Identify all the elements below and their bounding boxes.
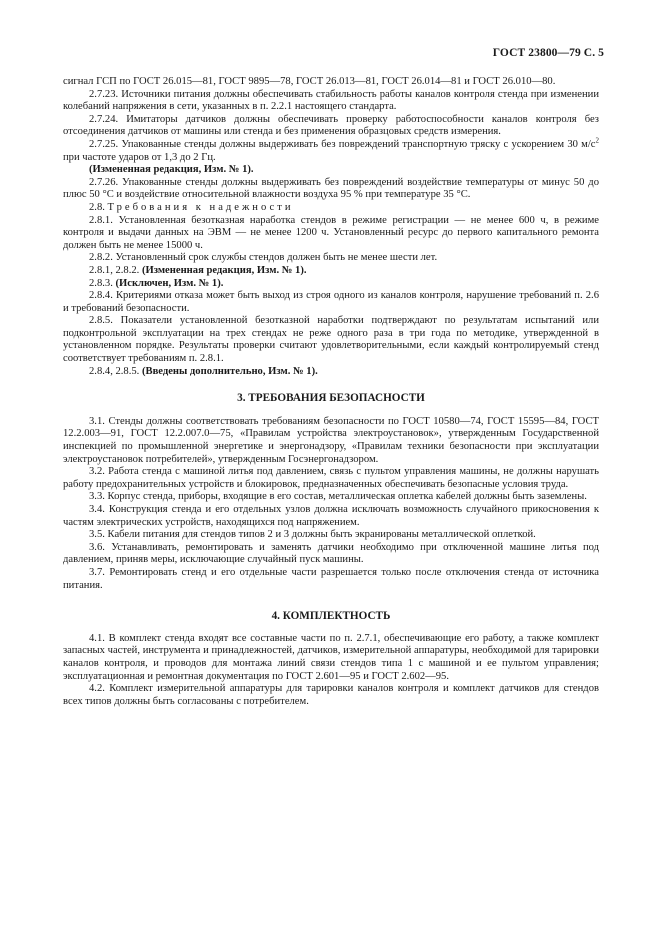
paragraph-3-5: 3.5. Кабели питания для стендов типов 2 и 3 должны быть экранированы металлической оплеткой. (89, 529, 536, 541)
paragraph-3-4: 3.4. Конструкция стенда и его отдельных узлов должна исключать возможность случайного прикосновения к частям электрических устройств, находящихся под напряжением. (63, 504, 599, 528)
document-body (63, 76, 599, 708)
paragraph-2-7-24: 2.7.24. Имитаторы датчиков должны обеспечивать проверку работоспособности каналов контроля без отсоединения датчиков от машины или стенда и без применения образцовых средств измерения. (63, 113, 599, 138)
paragraph-2-8-2: 2.8.2. Установленный срок службы стендов должен быть не менее шести лет. (89, 252, 438, 264)
paragraph-3-7: 3.7. Ремонтировать стенд и его отдельные части разрешается только после отключения стенда от источника питания. (63, 566, 599, 591)
amendment-2-8-4-5 (63, 366, 599, 379)
paragraph-2-7-26: 2.7.26. Упакованные стенды должны выдерживать без повреждений воздействие температуры от минус 50 до плюс 50 °С и воздействие относительной влажности воздуха 95 % при температуре 35 °С. (63, 176, 599, 201)
paragraph-3-3: 3.3. Корпус стенда, приборы, входящие в его состав, металлическая оплетка кабелей должны быть заземлены. (89, 491, 587, 503)
amendment-2-8-1-2 (63, 265, 599, 278)
paragraph-2-7-25-text: 2.7.25. Упакованные стенды должны выдерживать без повреждений транспортную тряску с ускорением 30 м/с (89, 138, 596, 150)
section-2-8-heading: Требования к надежности (107, 201, 294, 213)
amendment-ref: 2.8.1, 2.8.2. (89, 264, 142, 276)
amendment-text: (Измененная редакция, Изм. № 1). (141, 264, 307, 276)
paragraph-3-6: 3.6. Устанавливать, ремонтировать и заменять датчики необходимо при отключенной машине литья под давлением, приняв меры, исключающие случайный пуск машины. (63, 541, 599, 566)
section-3-heading: 3. ТРЕБОВАНИЯ БЕЗОПАСНОСТИ (237, 392, 425, 405)
paragraph-3-2: 3.2. Работа стенда с машиной литья под давлением, связь с пультом управления машины, не должны нарушать работу предохранительных устройств и блокировок, предназначенных обеспечивать безопасные условия труда. (63, 466, 599, 490)
paragraph-2-8-1: 2.8.1. Установленная безотказная наработка стендов в режиме регистрации — не менее 600 ч, в режиме контроля и выдачи данных на ЭВМ — не менее 1200 ч. Установленный ресурс до первого капитального ремонта должен быть не менее 15000 ч. (63, 214, 599, 251)
section-4-heading: 4. КОМПЛЕКТНОСТЬ (271, 610, 391, 623)
paragraph-4-1: 4.1. В комплект стенда входят все составные части по п. 2.7.1, обеспечивающие его работу, а также комплект запасных частей, инструмента и принадлежностей, датчиков, измерительной аппаратуры, необходимой для тарировки каналов контроля, и проводов для монтажа линий связи стендов типа 1 с машиной и ее пультом управления; эксплуатационная и ремонтная документация по ГОСТ 2.601—95 и ГОСТ 2.602—95. (63, 632, 599, 682)
paragraph-2-8-5: 2.8.5. Показатели установленной безотказной наработки подтверждают по результатам испытаний или подконтрольной эксплуатации на трех стендах не реже одного раза в три года по методике, утвержденной в установленном порядке. Результаты проверки считают удовлетворительными, если каждый контролируемый стенд соответствует требованиям п. 2.8.1. (63, 315, 599, 365)
paragraph-3-1: 3.1. Стенды должны соответствовать требованиям безопасности по ГОСТ 10580—74, ГОСТ 15595—84, ГОСТ 12.2.003—91, ГОСТ 12.2.007.0—75, «Правилам устройства электроустановок», утвержденным Государственной инспекцией по промышленной энергетике и энергонадзору, «Правилам техники безопасности при эксплуатации электроустановок потребителей», утвержденным Госэнергонадзором. (63, 415, 599, 465)
paragraph-2-8-4: 2.8.4. Критериями отказа может быть выход из строя одного из каналов контроля, нарушение требований п. 2.6 и требований безопасности. (63, 290, 599, 314)
page-header: ГОСТ 23800—79 С. 5 (492, 47, 604, 59)
section-2-8-number: 2.8. (89, 201, 108, 213)
amendment-text-2: (Введены дополнительно, Изм. № 1). (141, 365, 318, 377)
paragraph-2-7-25 (63, 136, 599, 164)
paragraph-2-7-23: 2.7.23. Источники питания должны обеспечивать стабильность работы каналов контроля стенда при изменении колебаний напряжения в сети, указанных в п. 2.2.1 настоящего стандарта. (63, 88, 599, 113)
paragraph-4-2: 4.2. Комплект измерительной аппаратуры для тарировки каналов контроля и комплект датчиков для стендов всех типов должны быть согласованы с потребителем. (63, 683, 599, 707)
paragraph-2-8-3 (63, 278, 599, 291)
paragraph-2-8-3-number: 2.8.3. (89, 277, 116, 289)
paragraph-2-7-25-text-end: при частоте ударов от 1,3 до 2 Гц. (63, 151, 216, 163)
paragraph-2-8-3-text: (Исключен, Изм. № 1). (115, 277, 224, 289)
amendment-note: (Измененная редакция, Изм. № 1). (89, 164, 254, 176)
paragraph-continuation: сигнал ГСП по ГОСТ 26.015—81, ГОСТ 9895—78, ГОСТ 26.013—81, ГОСТ 26.014—81 и ГОСТ 26.010—80. (63, 76, 556, 87)
amendment-ref-2: 2.8.4, 2.8.5. (89, 365, 142, 377)
superscript: 2 (595, 136, 599, 145)
section-2-8-title (63, 202, 599, 215)
